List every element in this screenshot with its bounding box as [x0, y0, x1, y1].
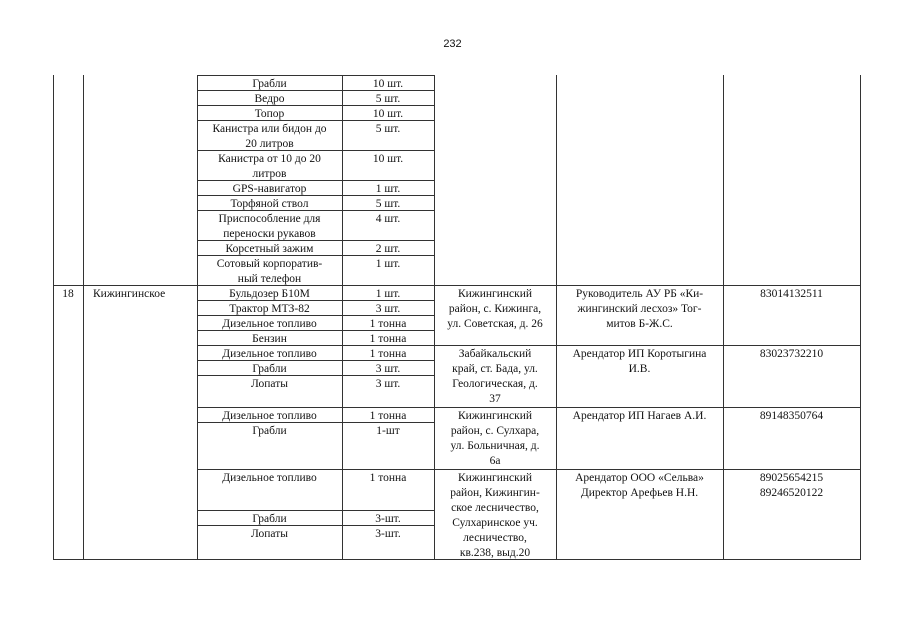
column-border	[83, 75, 84, 560]
item-row-border	[197, 330, 435, 331]
address-line: ул. Больничная, д.	[450, 440, 540, 452]
item-quantity: 10 шт.	[372, 78, 404, 90]
item-name: Грабли	[252, 363, 287, 375]
item-row-border	[197, 120, 435, 121]
address-line: Кижингинский	[457, 288, 533, 300]
item-name: Канистра от 10 до 20	[218, 153, 321, 165]
item-name: GPS-навигатор	[232, 183, 307, 195]
responsible-line: митов Б-Ж.С.	[606, 318, 673, 330]
item-row-border	[197, 315, 435, 316]
address-line: Забайкальский	[458, 348, 532, 360]
item-quantity: 3-шт.	[375, 528, 401, 540]
address-line: лесничество,	[463, 532, 527, 544]
column-border	[197, 75, 198, 560]
item-row-border	[197, 210, 435, 211]
item-quantity: 1 тонна	[369, 410, 407, 422]
column-border	[556, 75, 557, 560]
item-name: Приспособление для	[218, 213, 321, 225]
item-name: Дизельное топливо	[222, 410, 317, 422]
item-name: Дизельное топливо	[222, 318, 317, 330]
phone-number: 89148350764	[759, 410, 824, 422]
item-row-border	[197, 360, 435, 361]
phone-number: 89025654215	[759, 472, 824, 484]
address-line: 6а	[489, 455, 501, 467]
item-row-border	[197, 240, 435, 241]
item-row-border	[197, 525, 435, 526]
item-name: Трактор МТЗ-82	[229, 303, 310, 315]
item-name: Дизельное топливо	[222, 348, 317, 360]
item-name: переноски рукавов	[223, 228, 316, 240]
responsible-line: Руководитель АУ РБ «Ки-	[575, 288, 704, 300]
address-line: Кижингинский	[457, 410, 533, 422]
item-row-border	[197, 75, 435, 76]
column-border	[53, 75, 54, 560]
item-quantity: 1 шт.	[375, 288, 401, 300]
address-line: край, ст. Бада, ул.	[452, 363, 538, 375]
item-name: Канистра или бидон до	[212, 123, 327, 135]
item-row-border	[197, 510, 435, 511]
item-row-border	[197, 422, 435, 423]
address-line: кв.238, выд.20	[459, 547, 531, 559]
row-number: 18	[62, 288, 74, 300]
item-name: Дизельное топливо	[222, 472, 317, 484]
responsible-line: Арендатор ООО «Сельва»	[575, 472, 704, 484]
item-quantity: 5 шт.	[375, 93, 401, 105]
item-row-border	[197, 255, 435, 256]
item-name: Торфяной ствол	[230, 198, 309, 210]
responsible-line: Арендатор ИП Нагаев А.И.	[572, 410, 707, 422]
item-name: Лопаты	[251, 378, 288, 390]
item-row-border	[197, 105, 435, 106]
forestry-name: Кижингинское	[93, 288, 166, 300]
item-row-border	[197, 195, 435, 196]
item-quantity: 1 шт.	[375, 183, 401, 195]
item-quantity: 3 шт.	[375, 363, 401, 375]
address-line: ул. Советская, д. 26	[447, 318, 543, 330]
responsible-line: Директор Арефьев Н.Н.	[580, 487, 699, 499]
address-line: район, с. Сулхара,	[450, 425, 540, 437]
item-quantity: 1 тонна	[369, 472, 407, 484]
item-name: Ведро	[254, 93, 285, 105]
item-row-border	[197, 375, 435, 376]
item-name: Бензин	[252, 333, 287, 345]
item-quantity: 1 тонна	[369, 348, 407, 360]
address-line: район, с. Кижинга,	[448, 303, 542, 315]
item-name: Топор	[254, 108, 285, 120]
column-border	[723, 75, 724, 560]
item-quantity: 5 шт.	[375, 198, 401, 210]
table-bottom-border	[53, 559, 861, 560]
column-border	[434, 75, 435, 560]
item-quantity: 3-шт.	[375, 513, 401, 525]
responsible-line: Арендатор ИП Коротыгина	[572, 348, 707, 360]
address-line: Геологическая, д.	[452, 378, 538, 390]
item-name: Сотовый корпоратив-	[216, 258, 323, 270]
item-row-border	[197, 180, 435, 181]
item-quantity: 4 шт.	[375, 213, 401, 225]
address-line: Кижингинский	[457, 472, 533, 484]
address-line: район, Кижингин-	[450, 487, 540, 499]
item-quantity: 1-шт	[376, 425, 400, 437]
address-line: ское лесничество,	[451, 502, 539, 514]
item-name: литров	[252, 168, 287, 180]
item-quantity: 3 шт.	[375, 378, 401, 390]
column-border	[342, 75, 343, 560]
item-name: 20 литров	[245, 138, 294, 150]
item-name: Грабли	[252, 78, 287, 90]
row-border	[53, 285, 861, 286]
item-quantity: 1 шт.	[375, 258, 401, 270]
column-border	[860, 75, 861, 560]
item-quantity: 10 шт.	[372, 153, 404, 165]
item-name: Грабли	[252, 425, 287, 437]
item-quantity: 1 тонна	[369, 333, 407, 345]
item-quantity: 2 шт.	[375, 243, 401, 255]
responsible-line: жингинский лесхоз» Тог-	[577, 303, 702, 315]
item-row-border	[197, 150, 435, 151]
page-number: 232	[443, 38, 462, 50]
item-name: ный телефон	[237, 273, 302, 285]
item-quantity: 3 шт.	[375, 303, 401, 315]
item-row-border	[197, 300, 435, 301]
item-name: Грабли	[252, 513, 287, 525]
item-name: Лопаты	[251, 528, 288, 540]
item-name: Бульдозер Б10М	[229, 288, 310, 300]
item-row-border	[197, 90, 435, 91]
group-border	[197, 345, 861, 346]
phone-number: 83014132511	[760, 288, 823, 300]
phone-number: 83023732210	[759, 348, 824, 360]
item-quantity: 1 тонна	[369, 318, 407, 330]
address-line: Сулхаринское уч.	[452, 517, 538, 529]
item-quantity: 5 шт.	[375, 123, 401, 135]
item-name: Корсетный зажим	[225, 243, 314, 255]
responsible-line: И.В.	[628, 363, 651, 375]
group-border	[197, 407, 861, 408]
item-quantity: 10 шт.	[372, 108, 404, 120]
group-border	[197, 469, 861, 470]
address-line: 37	[489, 393, 501, 405]
phone-number: 89246520122	[759, 487, 824, 499]
